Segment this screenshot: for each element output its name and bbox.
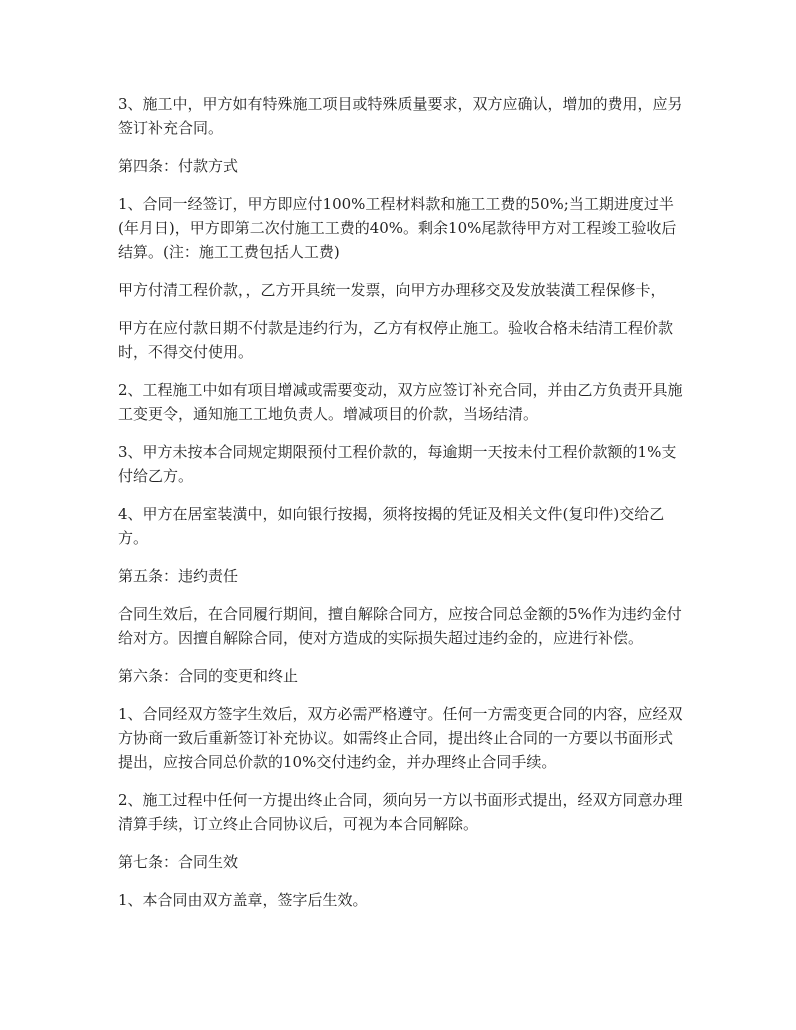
article-4-item-4: 4、甲方在居室装潢中，如向银行按揭，须将按揭的凭证及相关文件(复印件)交给乙方。 xyxy=(118,505,665,547)
article-4-item-1: 1、合同一经签订，甲方即应付100%工程材料款和施工工费的50%;当工期进度过半(年月日)，甲方即第二次付施工工费的40%。剩余10%尾款待甲方对工程竣工验收后结算。(注：施工工费包括人工费) xyxy=(118,195,677,261)
article-4-heading: 第四条：付款方式 xyxy=(118,157,239,175)
article-4-payment-settlement: 甲方付清工程价款，，乙方开具统一发票，向甲方办理移交及发放装潢工程保修卡， xyxy=(118,281,666,299)
clause-3-construction-changes: 3、施工中，甲方如有特殊施工项目或特殊质量要求，双方应确认，增加的费用，应另签订补充合同。 xyxy=(118,95,683,137)
article-7-item-1: 1、本合同由双方盖章，签字后生效。 xyxy=(118,891,368,909)
article-6-item-1: 1、合同经双方签字生效后，双方必需严格遵守。任何一方需变更合同的内容，应经双方协商一致后重新签订补充协议。如需终止合同，提出终止合同的一方要以书面形式提出，应按合同总价款的10%交付违约金，并办理终止合同手续。 xyxy=(118,705,683,771)
article-6-heading: 第六条：合同的变更和终止 xyxy=(118,667,299,685)
article-7-heading: 第七条：合同生效 xyxy=(118,853,239,871)
article-6-item-2: 2、施工过程中任何一方提出终止合同，须向另一方以书面形式提出，经双方同意办理清算手续，订立终止合同协议后，可视为本合同解除。 xyxy=(118,791,683,833)
article-4-item-3: 3、甲方未按本合同规定期限预付工程价款的，每逾期一天按未付工程价款额的1%支付给乙方。 xyxy=(118,443,677,485)
article-5-body: 合同生效后，在合同履行期间，擅自解除合同方，应按合同总金额的5%作为违约金付给对方。因擅自解除合同，使对方造成的实际损失超过违约金的，应进行补偿。 xyxy=(118,605,682,647)
document-body xyxy=(118,92,683,926)
article-4-late-payment: 甲方在应付款日期不付款是违约行为，乙方有权停止施工。验收合格未结清工程价款时，不得交付使用。 xyxy=(118,319,674,361)
article-5-heading: 第五条：违约责任 xyxy=(118,567,239,585)
article-4-item-2: 2、工程施工中如有项目增减或需要变动，双方应签订补充合同，并由乙方负责开具施工变更令，通知施工工地负责人。增减项目的价款，当场结清。 xyxy=(118,381,683,423)
